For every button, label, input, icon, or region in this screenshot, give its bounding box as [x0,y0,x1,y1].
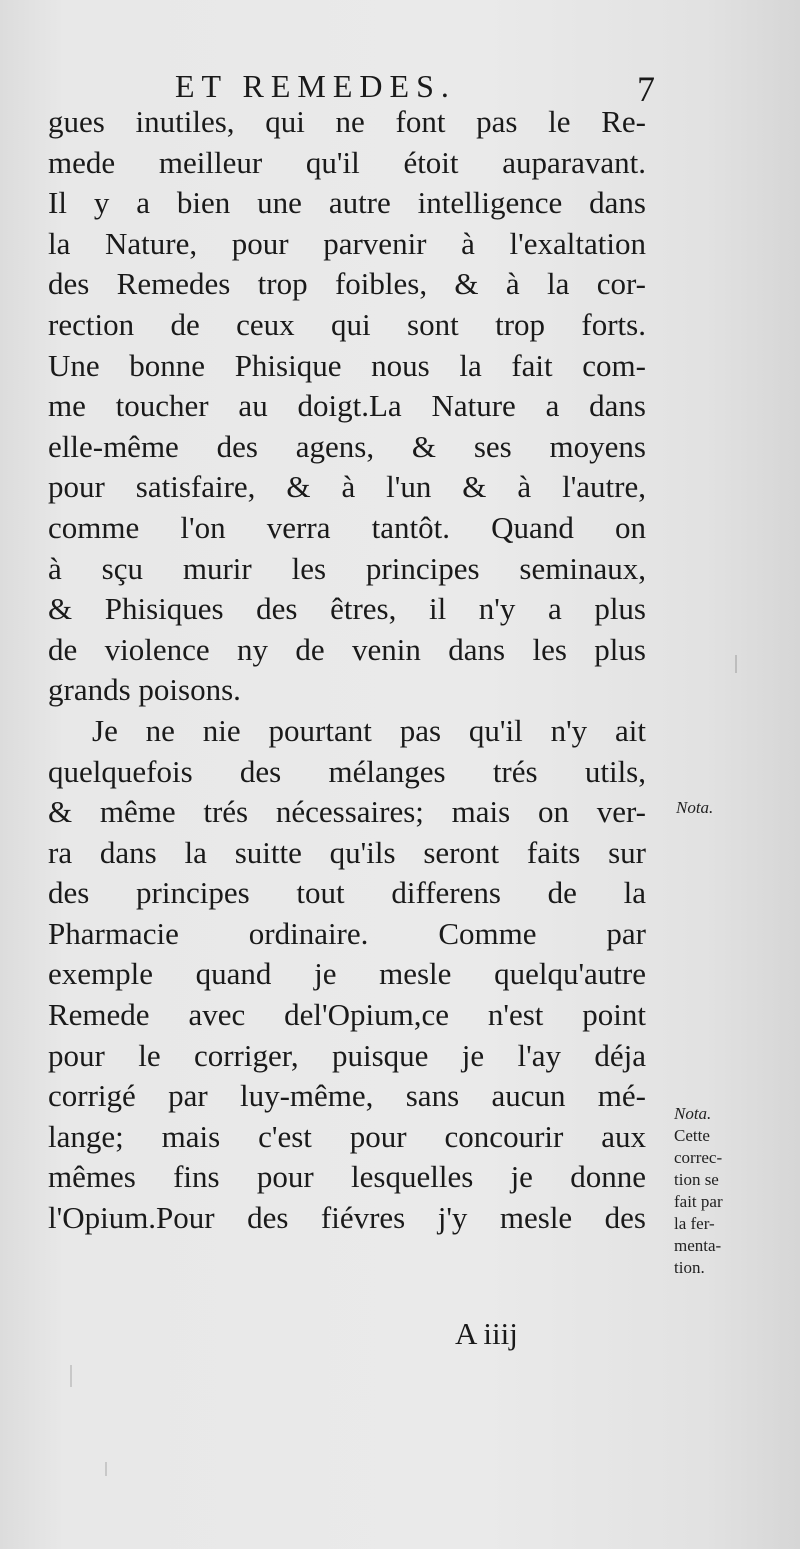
text-line: ra dans la suitte qu'ils seront faits sur [48,834,646,870]
text-line: & Phisiques des êtres, il n'y a plus [48,591,646,627]
margin-note-line: menta- [674,1236,722,1255]
text-line: grands poisons. [48,672,241,708]
paragraph-start-line: Je ne nie pourtant pas qu'il n'y ait [92,712,646,748]
signature-mark: A iiij [455,1316,518,1351]
margin-note-line: Cette [674,1126,710,1145]
text-line: Une bonne Phisique nous la fait com- [48,347,646,383]
margin-note-line: tion se [674,1170,719,1189]
paper-blemish [70,1365,72,1387]
text-line: de violence ny de venin dans les plus [48,631,646,667]
text-line: quelquefois des mélanges trés utils, [48,753,646,789]
paper-blemish [105,1462,107,1476]
text-line: mêmes fins pour lesquelles je donne [48,1159,646,1195]
text-line: pour le corriger, puisque je l'ay déja [48,1037,646,1073]
paper-blemish [735,655,737,673]
body-text [48,102,646,1239]
text-line: corrigé par luy-même, sans aucun mé- [48,1078,646,1114]
text-line: l'Opium.Pour des fiévres j'y mesle des [48,1200,646,1236]
running-head: ET REMEDES. [175,68,456,104]
margin-note-line: correc- [674,1148,723,1167]
text-line: Remede avec del'Opium,ce n'est point [48,997,646,1033]
page-number: 7 [637,69,655,109]
text-line: pour satisfaire, & à l'un & à l'autre, [48,469,646,505]
text-line: des Remedes trop foibles, & à la cor- [48,266,646,302]
text-line: mede meilleur qu'il étoit auparavant. [48,144,646,180]
margin-note-nota: Nota. [676,798,714,817]
margin-note-line: la fer- [674,1214,715,1233]
text-line: & même trés nécessaires; mais on ver- [48,794,646,830]
margin-note-line: fait par [674,1192,723,1211]
text-line: gues inutiles, qui ne font pas le Re- [48,104,646,139]
text-line: exemple quand je mesle quelqu'autre [48,956,646,992]
text-line: à sçu murir les principes seminaux, [48,550,646,586]
text-line: rection de ceux qui sont trop forts. [48,306,646,342]
margin-note-title: Nota. [674,1104,712,1123]
text-line: comme l'on verra tantôt. Quand on [48,509,646,545]
text-line: Il y a bien une autre intelligence dans [48,185,646,221]
text-line: elle-même des agens, & ses moyens [48,428,646,464]
text-line: Pharmacie ordinaire. Comme par [48,915,646,951]
text-line: des principes tout differens de la [48,875,646,911]
text-line: me toucher au doigt.La Nature a dans [48,388,646,424]
text-line: lange; mais c'est pour concourir aux [48,1118,646,1154]
margin-note-line: tion. [674,1258,705,1277]
text-line: la Nature, pour parvenir à l'exaltation [48,225,646,261]
margin-note-correction [674,1103,764,1279]
